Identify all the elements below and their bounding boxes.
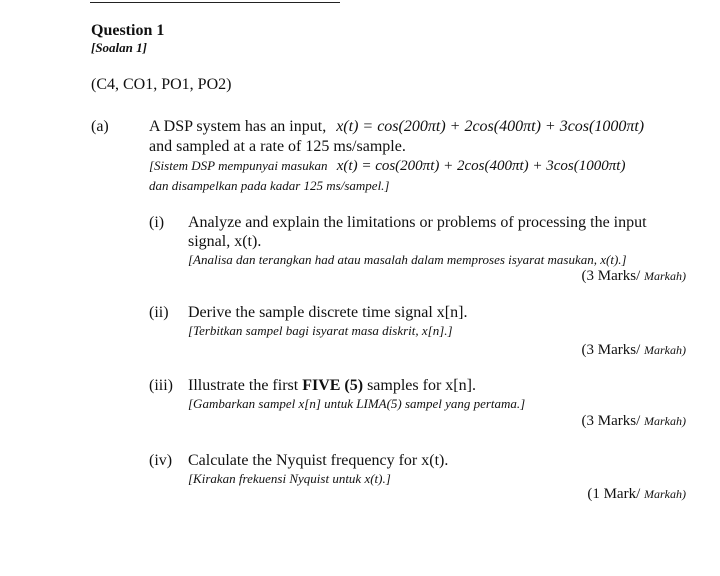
subpart-i-label: (i) bbox=[149, 214, 165, 231]
subpart-iii-text-post: samples for x[n]. bbox=[367, 377, 476, 394]
marks-label-ms: Markah) bbox=[644, 487, 686, 501]
subpart-iv-text-ms: [Kirakan frekuensi Nyquist untuk x(t).] bbox=[188, 471, 391, 486]
subpart-ii-text-ms: [Terbitkan sampel bagi isyarat masa diskrit, x[n].] bbox=[188, 323, 453, 338]
input-equation-ms: x(t) = cos(200πt) + 2cos(400πt) + 3cos(1000πt) bbox=[336, 158, 626, 174]
subpart-iv-text: Calculate the Nyquist frequency for x(t). bbox=[188, 452, 449, 469]
question-title: Question 1 bbox=[91, 22, 165, 39]
subpart-iv-marks bbox=[587, 486, 686, 503]
subpart-ii-label: (ii) bbox=[149, 304, 169, 321]
input-equation: x(t) = cos(200πt) + 2cos(400πt) + 3cos(1000πt) bbox=[336, 118, 645, 135]
part-a-label: (a) bbox=[91, 118, 109, 135]
subpart-iv-label: (iv) bbox=[149, 452, 173, 469]
marks-label: (3 Marks/ bbox=[581, 268, 641, 284]
marks-label: (1 Mark/ bbox=[587, 486, 641, 502]
part-a-line1 bbox=[149, 118, 644, 136]
part-a-line1-ms bbox=[149, 158, 625, 175]
subpart-iii-text-pre: Illustrate the first bbox=[188, 377, 299, 394]
subpart-iii-text-bold: FIVE (5) bbox=[302, 377, 364, 394]
subpart-i-text-ms: [Analisa dan terangkan had atau masalah dalam memproses isyarat masukan, x(t).] bbox=[188, 252, 627, 267]
subpart-iii-label: (iii) bbox=[149, 377, 173, 394]
question-title-ms: [Soalan 1] bbox=[91, 40, 147, 55]
part-a-line2: and sampled at a rate of 125 ms/sample. bbox=[149, 138, 406, 155]
part-a-line2-ms: dan disampelkan pada kadar 125 ms/sampel.] bbox=[149, 178, 390, 193]
part-a-line1-ms-text: [Sistem DSP mempunyai masukan bbox=[149, 158, 328, 173]
cut-off-header-line bbox=[90, 0, 340, 3]
marks-label: (3 Marks/ bbox=[581, 413, 641, 429]
subpart-ii-marks bbox=[582, 342, 687, 359]
subpart-i-line1: Analyze and explain the limitations or problems of processing the input bbox=[188, 214, 647, 231]
part-a-line1-text: A DSP system has an input, bbox=[149, 118, 327, 135]
marks-label-ms: Markah) bbox=[644, 269, 686, 283]
subpart-iii-text bbox=[188, 377, 476, 395]
marks-label-ms: Markah) bbox=[644, 343, 686, 357]
subpart-iii-marks bbox=[582, 413, 687, 430]
marks-label-ms: Markah) bbox=[644, 414, 686, 428]
course-outcomes: (C4, CO1, PO1, PO2) bbox=[91, 76, 232, 93]
subpart-i-line2: signal, x(t). bbox=[188, 233, 262, 250]
subpart-ii-text: Derive the sample discrete time signal x[n]. bbox=[188, 304, 468, 321]
subpart-iii-text-ms: [Gambarkan sampel x[n] untuk LIMA(5) sampel yang pertama.] bbox=[188, 396, 526, 411]
subpart-i-marks bbox=[582, 268, 687, 285]
marks-label: (3 Marks/ bbox=[581, 342, 641, 358]
